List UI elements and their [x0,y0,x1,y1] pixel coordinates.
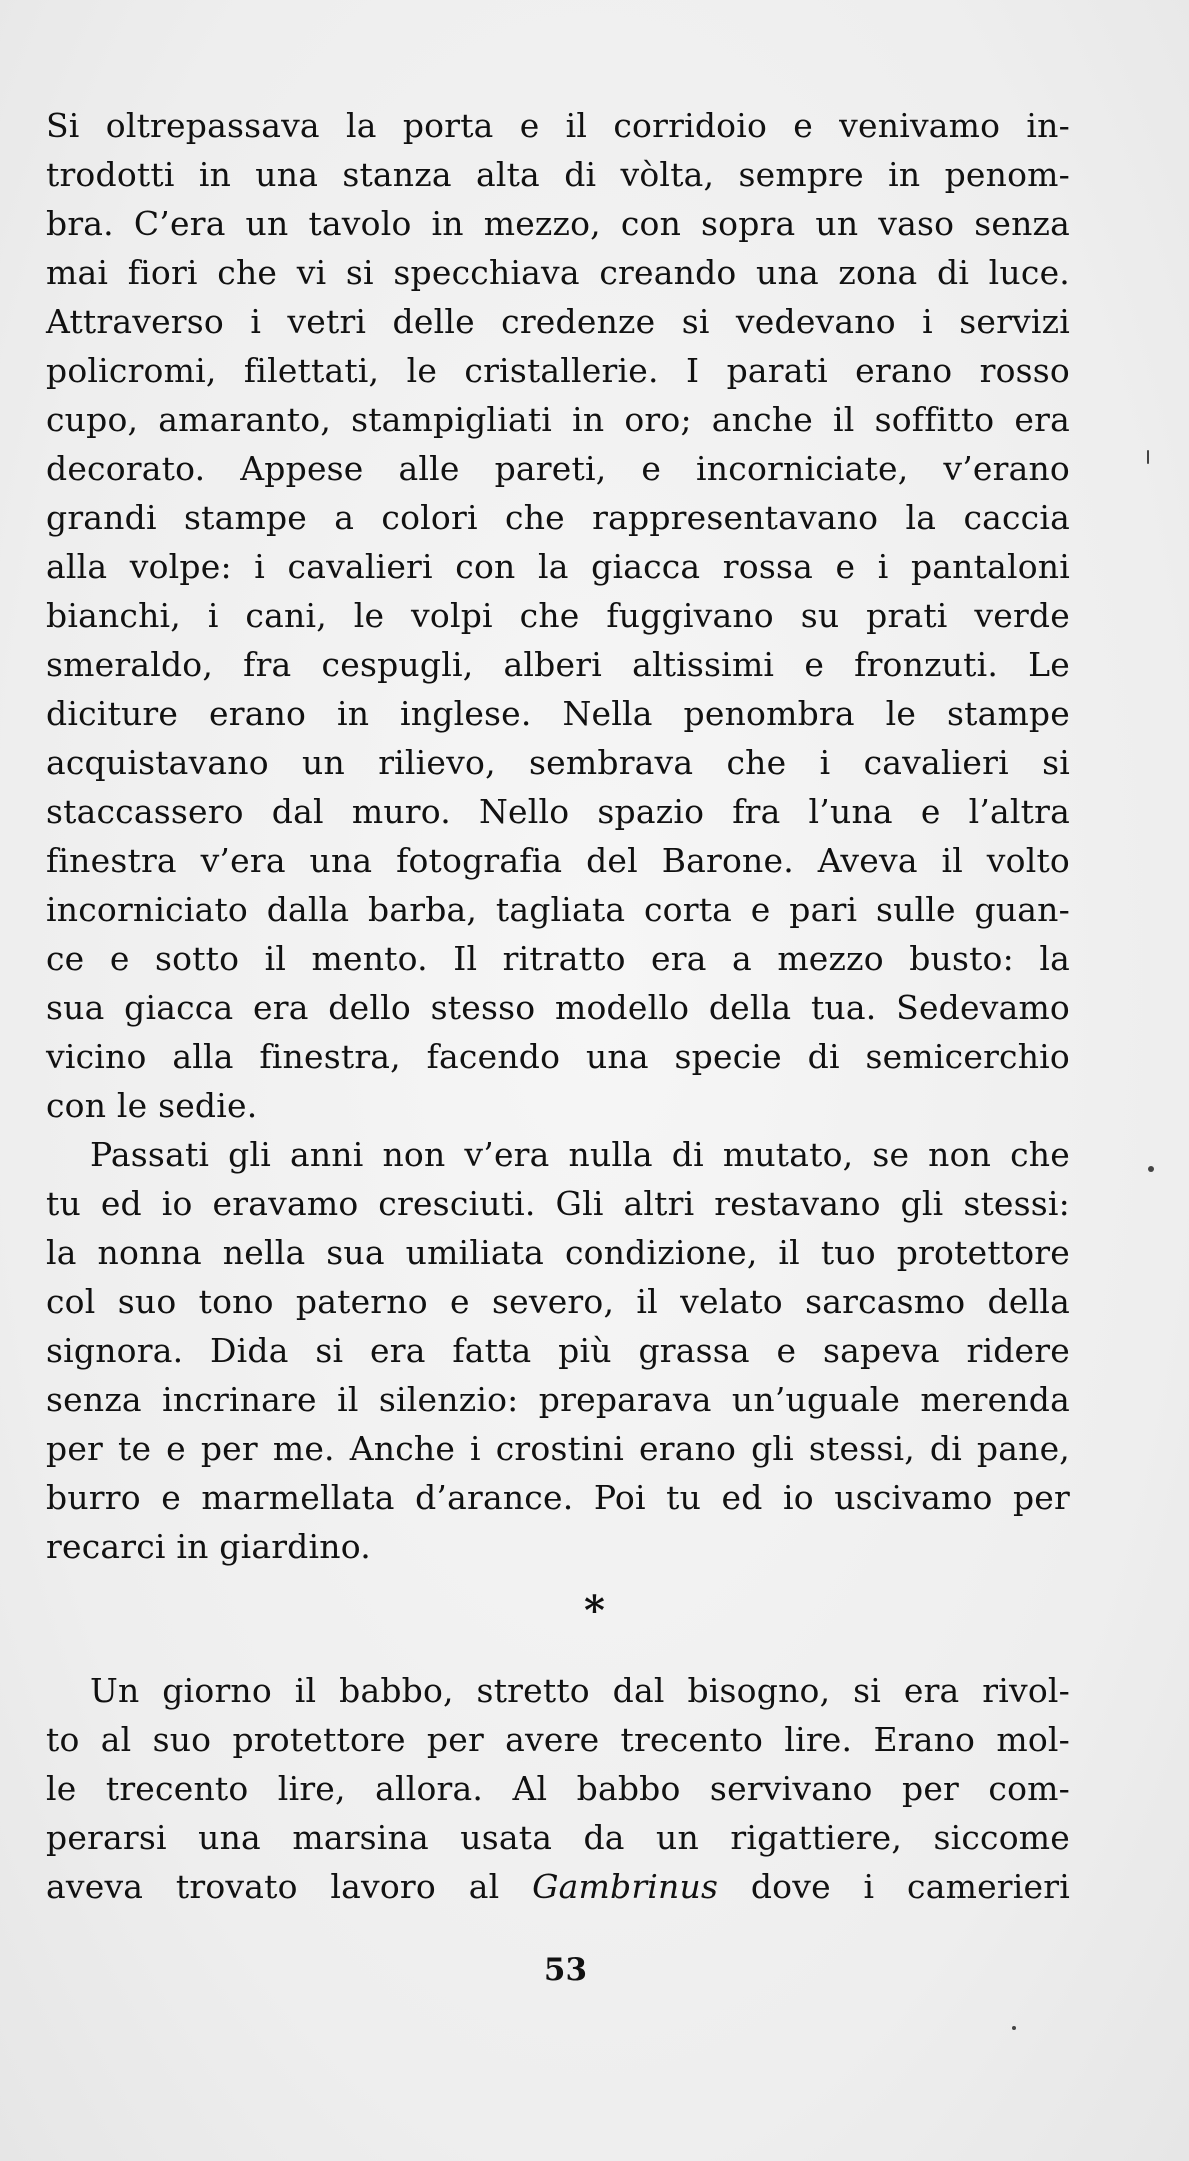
text-line: decorato. Appese alle pareti, e incorniciate, v’erano [46,449,1070,488]
text-line: mai fiori che vi si specchiava creando una zona di luce. [46,253,1070,292]
text-line: alla volpe: i cavalieri con la giacca rossa e i pantaloni [46,547,1070,586]
text-line: la nonna nella sua umiliata condizione, il tuo protettore [46,1233,1070,1272]
line-segment: aveva trovato lavoro al [46,1867,533,1906]
text-line: burro e marmellata d’arance. Poi tu ed io uscivamo per [46,1478,1070,1517]
text-line [46,1862,1070,1911]
text-line: cupo, amaranto, stampigliati in oro; anche il soffitto era [46,400,1070,439]
text-line: sua giacca era dello stesso modello della tua. Sedevamo [46,988,1070,1027]
page-number: 53 [543,1952,588,1988]
text-line: grandi stampe a colori che rappresentavano la caccia [46,498,1070,537]
text-line: Passati gli anni non v’era nulla di mutato, se non che [90,1135,1070,1174]
section-separator [0,1586,1189,1636]
text-line: smeraldo, fra cespugli, alberi altissimi e fronzuti. Le [46,645,1070,684]
asterisk-separator: * [584,1587,605,1634]
text-line: trodotti in una stanza alta di vòlta, sempre in penom- [46,155,1070,194]
page-text-continued [46,1666,1070,1911]
text-line: Attraverso i vetri delle credenze si vedevano i servizi [46,302,1070,341]
text-line: perarsi una marsina usata da un rigattiere, siccome [46,1818,1070,1857]
line-segment: dove i camerieri [718,1867,1070,1906]
text-line: policromi, filettati, le cristallerie. I parati erano rosso [46,351,1070,390]
text-line: senza incrinare il silenzio: preparava un’uguale merenda [46,1380,1070,1419]
text-line: bianchi, i cani, le volpi che fuggivano su prati verde [46,596,1070,635]
text-line: ce e sotto il mento. Il ritratto era a mezzo busto: la [46,939,1070,978]
page-text [46,101,1070,1571]
text-line: staccassero dal muro. Nello spazio fra l’una e l’altra [46,792,1070,831]
text-line: finestra v’era una fotografia del Barone. Aveva il volto [46,841,1070,880]
text-line: diciture erano in inglese. Nella penombra le stampe [46,694,1070,733]
text-line: per te e per me. Anche i crostini erano gli stessi, di pane, [46,1429,1070,1468]
text-line: vicino alla finestra, facendo una specie di semicerchio [46,1037,1070,1076]
text-line: Un giorno il babbo, stretto dal bisogno, si era rivol- [90,1671,1070,1710]
text-line: incorniciato dalla barba, tagliata corta e pari sulle guan- [46,890,1070,929]
text-line: acquistavano un rilievo, sembrava che i cavalieri si [46,743,1070,782]
ink-speck [1148,1166,1154,1172]
text-line: bra. C’era un tavolo in mezzo, con sopra un vaso senza [46,204,1070,243]
text-line: Si oltrepassava la porta e il corridoio e venivamo in- [46,106,1070,145]
text-line: tu ed io eravamo cresciuti. Gli altri restavano gli stessi: [46,1184,1070,1223]
italic-venue-name: Gambrinus [532,1867,719,1906]
text-line: con le sedie. [46,1086,258,1125]
text-line: signora. Dida si era fatta più grassa e sapeva ridere [46,1331,1070,1370]
text-line: le trecento lire, allora. Al babbo servivano per com- [46,1769,1070,1808]
ink-speck [1012,2026,1016,2030]
text-line: col suo tono paterno e severo, il velato sarcasmo della [46,1282,1070,1321]
text-line: recarci in giardino. [46,1527,371,1566]
ink-speck [1147,450,1149,464]
text-line: to al suo protettore per avere trecento lire. Erano mol- [46,1720,1070,1759]
